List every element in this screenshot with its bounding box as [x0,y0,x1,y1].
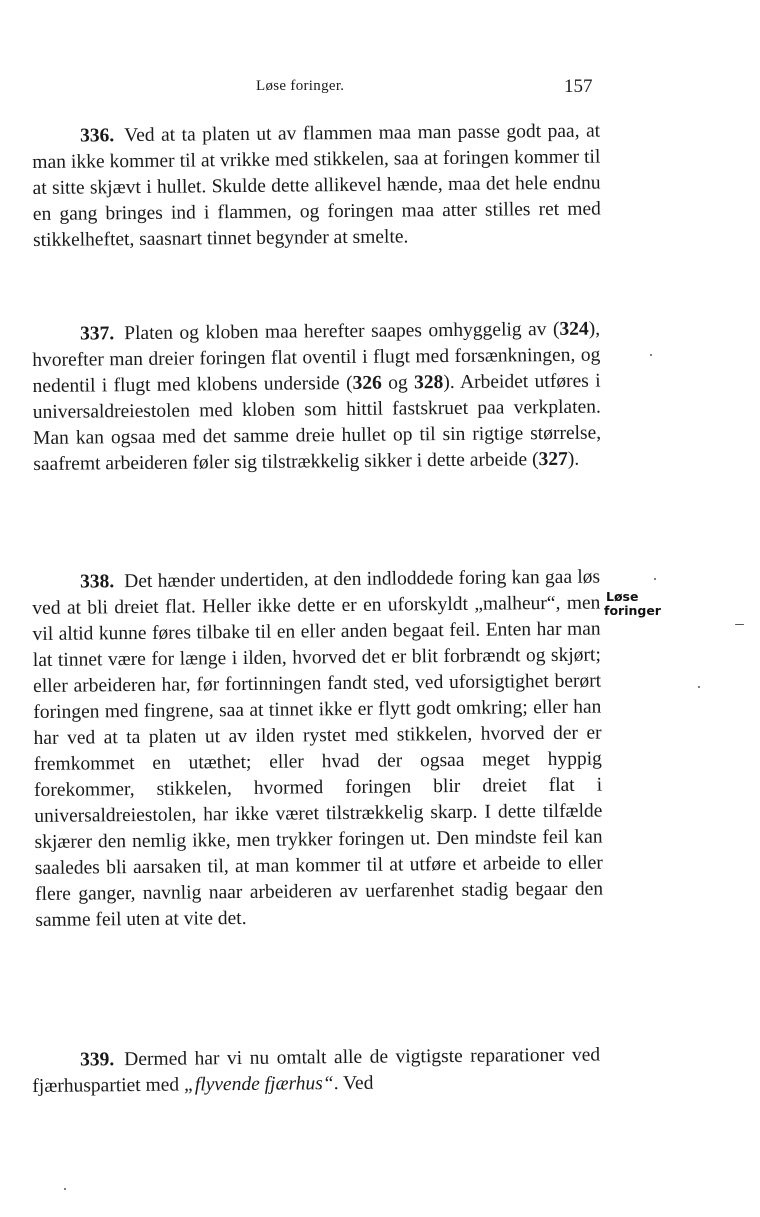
paragraph-text: ). Arbeidet utføres i universaldreiestolen med kloben som hittil fastskruet paa verkplaten. Man kan ogsaa med det samme dreie hullet op til sin rigtige størrelse, saafremt arbeideren føler sig tilstrækkelig sikker i dette arbeide ( [32,370,602,475]
running-header [0,76,760,100]
paragraph-text: ). [567,448,580,470]
paragraph-number: 338. [80,571,115,593]
paper-speck [698,686,700,688]
paragraph-339 [32,1043,600,1100]
cross-reference: 328 [413,372,444,394]
paragraph-text: . Ved [333,1072,374,1095]
cross-reference: 327 [538,448,568,471]
cross-reference: 326 [352,372,382,394]
page-number: 157 [564,76,593,97]
paragraph-text: ), hvorefter man dreier foringen flat oventil i flugt med forsænkningen, og nedentil i flugt med klobens underside ( [32,318,601,397]
paragraph-337 [32,317,601,478]
paragraph-number: 336. [80,125,115,147]
paragraph-text: og [381,372,415,394]
paragraph-text: Det hænder undertiden, at den indloddede foring kan gaa løs ved at bli dreiet flat. Heller ikke dette er en uforskyldt „malheur“, men vil altid kunne føres tilbake til en eller anden begaat feil. Enten har man lat tinnet være for længe i ilden, hvorved det er blit forbrændt og skjørt; eller arbeideren har, før fortinningen fandt sted, ved uforsigtighet berørt foringen med fingrene, saa at tinnet ikke er flytt godt omkring; eller han har ved at ta platen ut av ilden rystet med stikkelen, hvorved der er fremkommet en utæthet; eller hvad der ogsaa meget hyppig forekommer, stikkelen, hvormed foringen blir dreiet flat i universaldreiestolen, har ikke været tilstrækkelig skarp. I dette tilfælde skjærer den nemlig ikke, men trykker foringen ut. Den mindste feil kan saaledes bli aarsaken til, at man kommer til at utføre et arbeide to eller flere ganger, navnlig naar arbeideren av uerfarenhet stadig begaar den samme feil uten at vite det. [32,566,604,931]
paragraph-number: 337. [80,323,115,345]
paragraph-text: Dermed har vi nu omtalt alle de vigtigste reparationer ved fjærhuspartiet med [32,1044,601,1097]
paragraph-338 [32,565,603,934]
italic-term: „flyvende fjærhus“ [183,1073,334,1096]
paragraph-336 [32,119,601,254]
paragraph-text: Platen og kloben maa herefter saapes omhyggelig av ( [124,318,560,345]
margin-note-line: Løse [606,589,639,604]
paper-speck [64,1188,66,1190]
paper-speck [735,624,744,625]
running-title: Løse foringer. [256,78,345,94]
margin-note [604,590,661,618]
margin-note-line: foringer [604,603,661,618]
paragraph-number: 339. [80,1049,115,1071]
cross-reference: 324 [559,318,589,340]
paper-speck [650,354,652,356]
paragraph-text: Ved at ta platen ut av flammen maa man passe godt paa, at man ikke kommer til at vrikke med stikkelen, saa at foringen kommer til at sitte skjævt i hullet. Skulde dette allikevel hænde, maa det hele endnu en gang bringes ind i flammen, og foringen maa atter stilles ret med stikkelheftet, saasnart tinnet begynder at smelte. [32,120,601,251]
paper-speck [654,578,656,580]
